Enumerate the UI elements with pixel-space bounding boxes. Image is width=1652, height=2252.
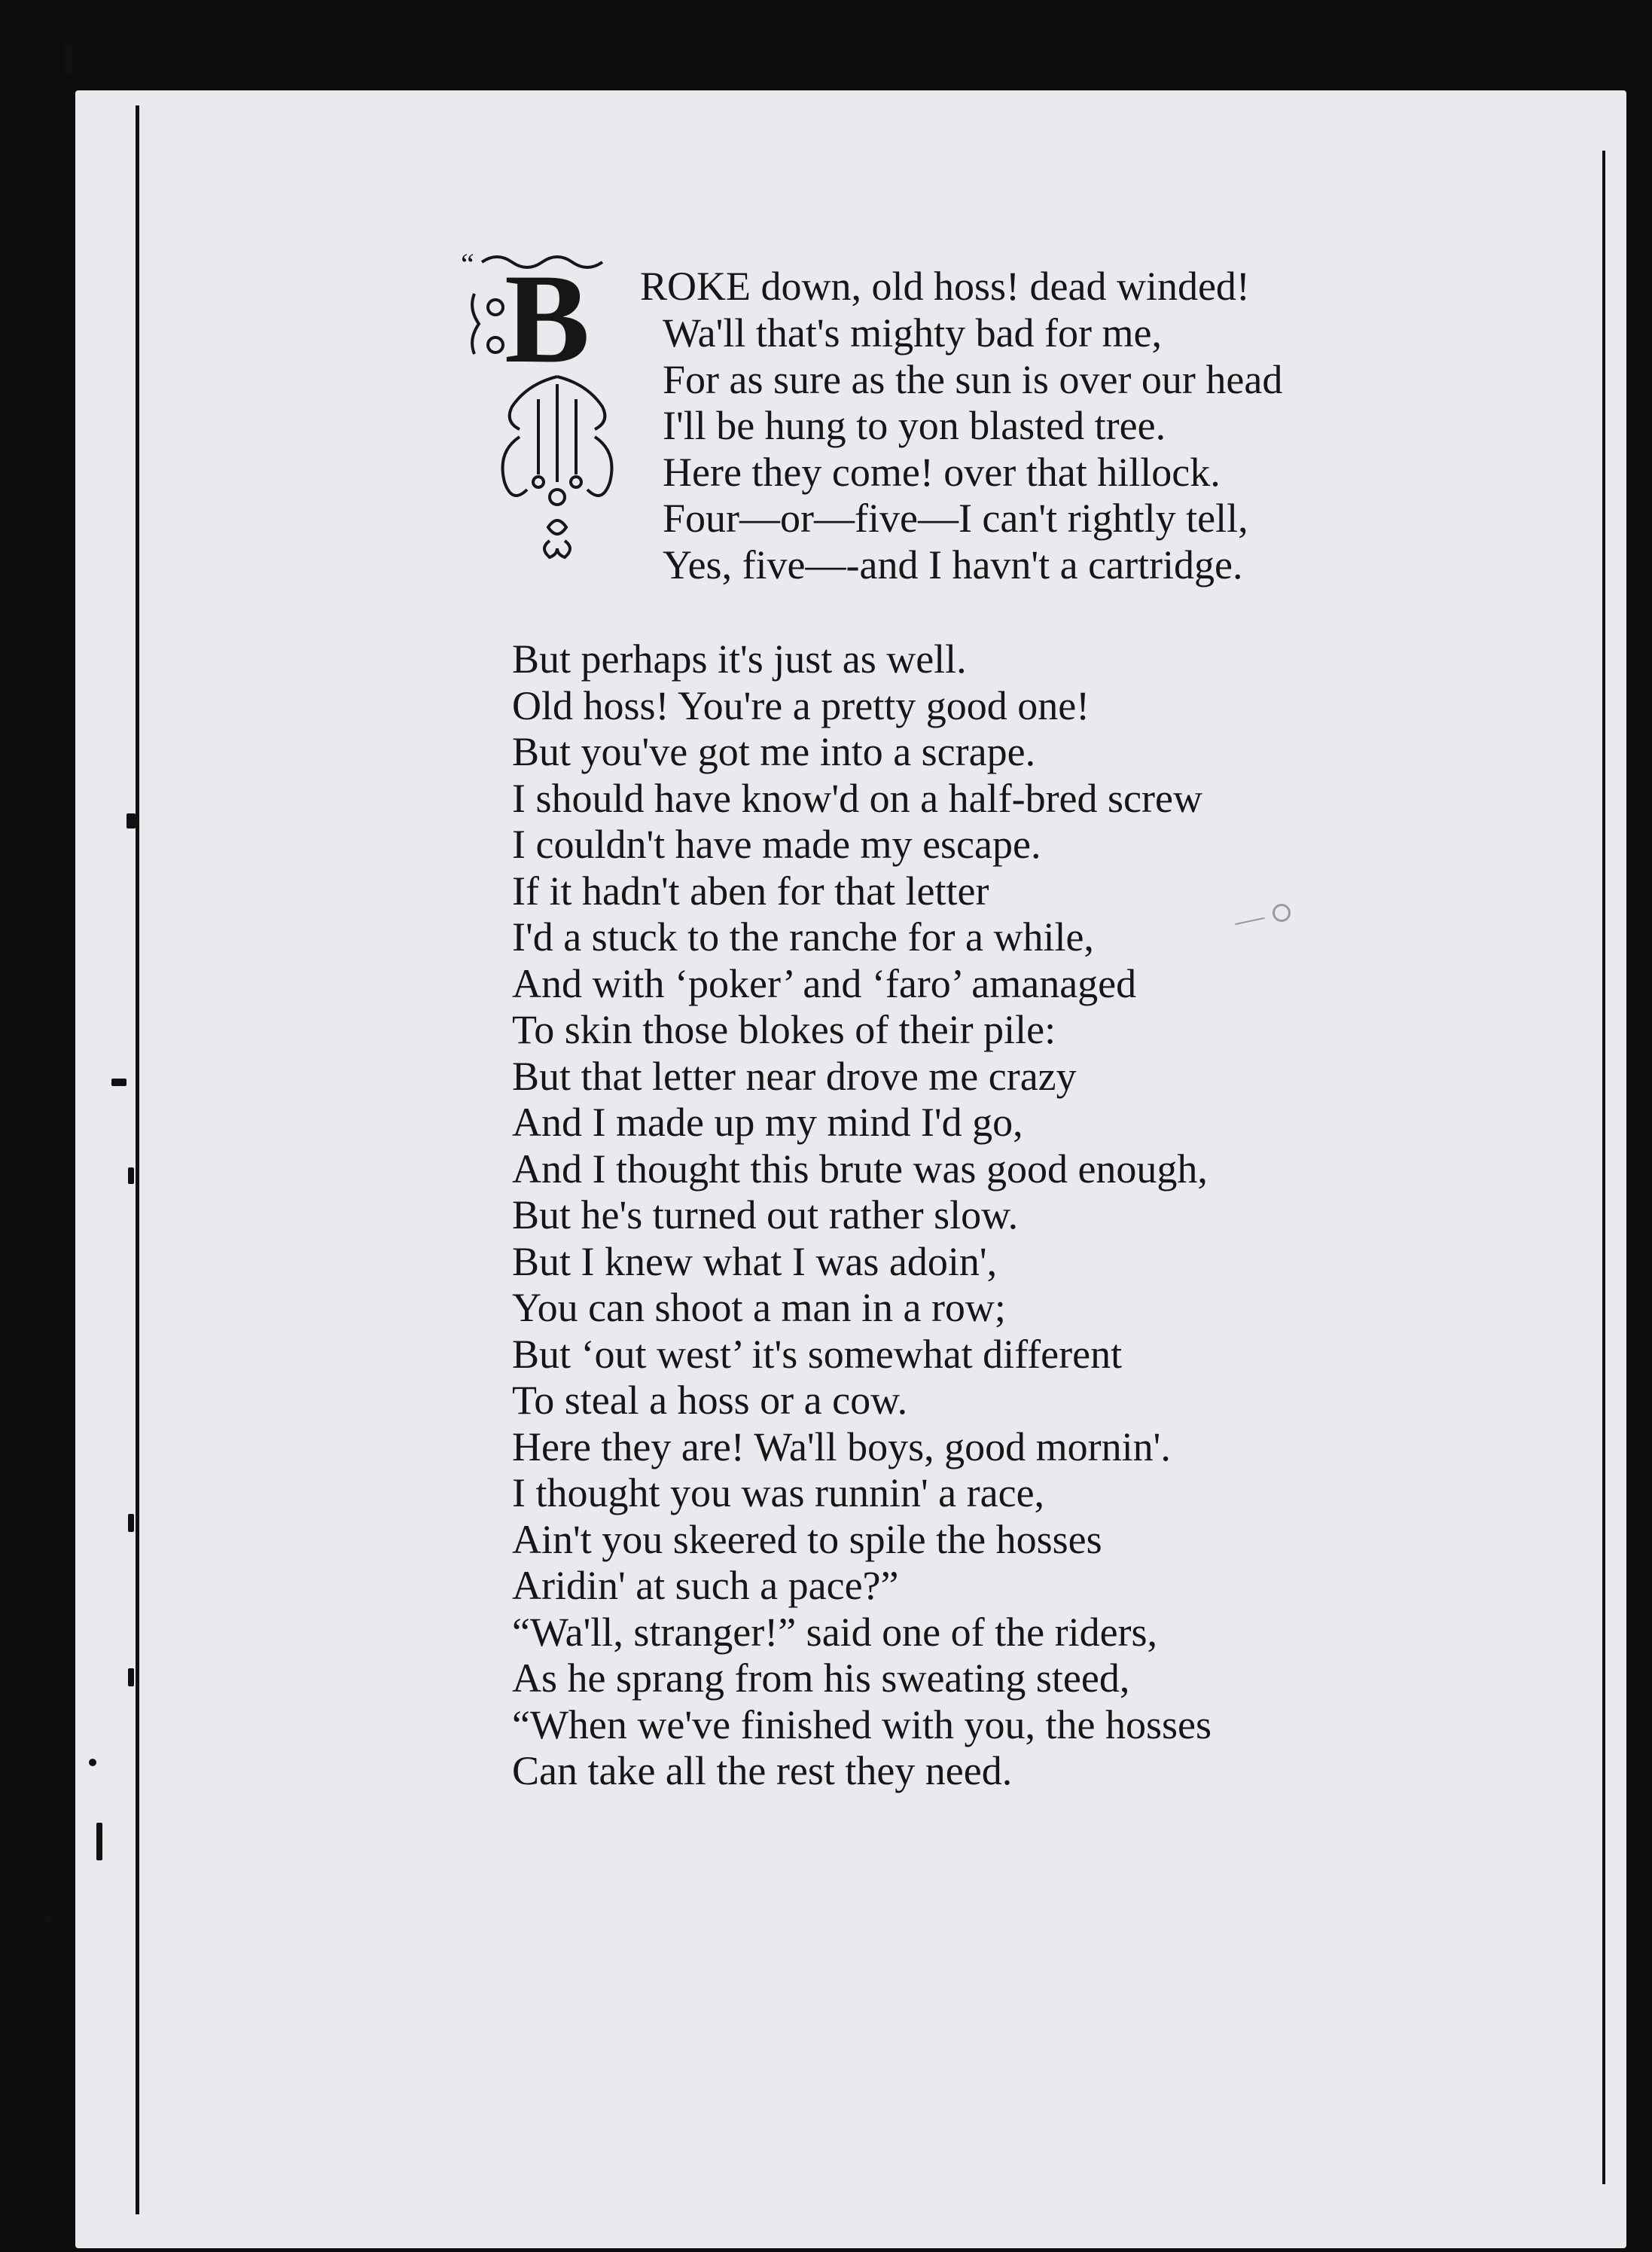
poem-stanza-indented	[663, 310, 1282, 588]
poem-line: But ‘out west’ it's somewhat different	[512, 1331, 1123, 1377]
poem-line: Can take all the rest they need.	[512, 1748, 1013, 1793]
poem-line: “Wa'll, stranger!” said one of the riders,	[512, 1609, 1158, 1655]
illuminated-drop-cap-b-icon	[467, 249, 644, 625]
gutter-mark	[126, 813, 136, 828]
page-right-edge	[1602, 151, 1605, 2184]
poem-line: But that letter near drove me crazy	[512, 1053, 1077, 1099]
poem-line: But he's turned out rather slow.	[512, 1192, 1019, 1237]
poem-line: Aridin' at such a pace?”	[512, 1563, 899, 1608]
poem-line: Ain't you skeered to spile the hosses	[512, 1516, 1102, 1562]
gutter-mark	[89, 1759, 96, 1766]
poem-line: Here they come! over that hillock.	[663, 449, 1221, 495]
poem-line: And I made up my mind I'd go,	[512, 1100, 1023, 1145]
poem-stanza	[512, 636, 1212, 1795]
opening-quote: “	[461, 247, 474, 281]
poem-line: For as sure as the sun is over our head	[663, 356, 1283, 402]
poem-line: But I knew what I was adoin',	[512, 1238, 998, 1284]
poem-line: Old hoss! You're a pretty good one!	[512, 682, 1090, 728]
poem-line: I thought you was runnin' a race,	[512, 1470, 1045, 1515]
poem-line: I'd a stuck to the ranche for a while,	[512, 914, 1094, 960]
poem-line: You can shoot a man in a row;	[512, 1285, 1006, 1330]
poem-line: To skin those blokes of their pile:	[512, 1007, 1056, 1052]
drop-cap-letter: B	[504, 249, 590, 389]
page-gutter-line	[136, 105, 139, 2214]
poem-line: “When we've finished with you, the hosses	[512, 1701, 1212, 1747]
gutter-mark	[64, 45, 73, 74]
poem-line: But you've got me into a scrape.	[512, 729, 1036, 774]
poem-line: I should have know'd on a half-bred screw	[512, 775, 1202, 821]
gutter-mark	[96, 1823, 102, 1860]
poem-line: Yes, five—-and I havn't a cartridge.	[663, 542, 1243, 587]
poem-line: And I thought this brute was good enough,	[512, 1146, 1208, 1192]
gutter-mark	[128, 1668, 134, 1686]
poem-line: As he sprang from his sweating steed,	[512, 1655, 1130, 1701]
gutter-mark	[44, 1917, 51, 1923]
poem-stanza-indented	[640, 264, 1250, 310]
gutter-mark	[128, 1514, 134, 1532]
poem-line: Wa'll that's mighty bad for me,	[663, 310, 1162, 355]
poem-line: I couldn't have made my escape.	[512, 822, 1041, 867]
gutter-mark	[128, 1167, 134, 1184]
poem-line: To steal a hoss or a cow.	[512, 1378, 908, 1423]
poem-line: And with ‘poker’ and ‘faro’ amanaged	[512, 960, 1137, 1006]
poem-line: If it hadn't aben for that letter	[512, 868, 989, 914]
poem-line: ROKE down, old hoss! dead winded!	[640, 264, 1250, 309]
poem-line: I'll be hung to yon blasted tree.	[663, 403, 1166, 448]
poem-line: But perhaps it's just as well.	[512, 636, 967, 682]
gutter-mark	[111, 1079, 126, 1086]
poem-line: Four—or—five—I can't rightly tell,	[663, 496, 1248, 541]
poem-line: Here they are! Wa'll boys, good mornin'.	[512, 1424, 1171, 1469]
page-stain	[1273, 904, 1291, 922]
